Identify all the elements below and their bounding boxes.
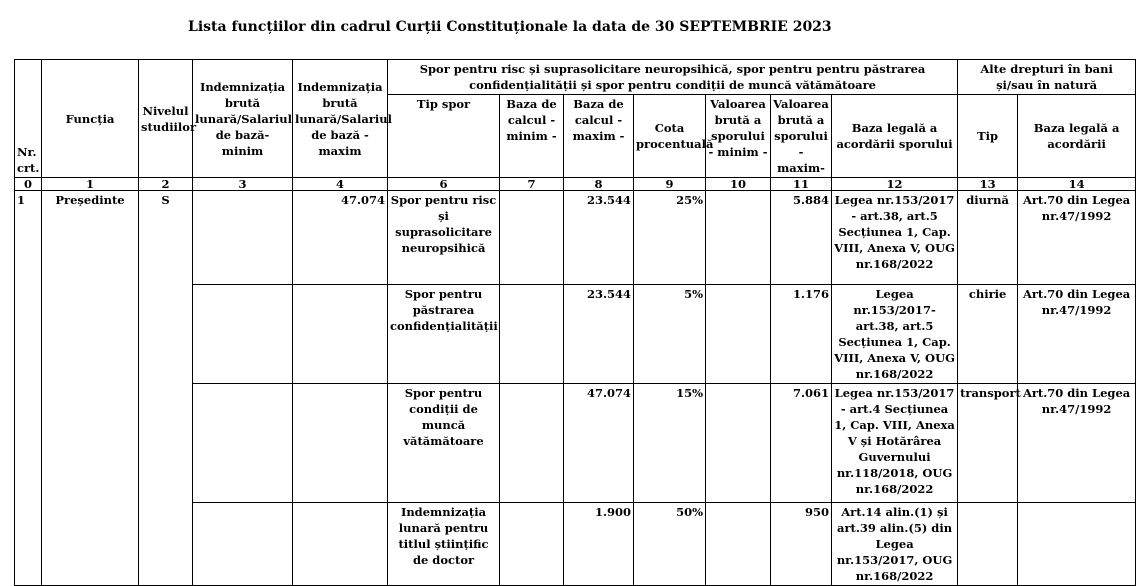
sub-val-min [706, 285, 771, 384]
header-ind-max: Indemnizația brută lunară/Salariul de bază -maxim [293, 60, 388, 178]
sub-baza-max: 23.544 [564, 285, 634, 384]
sub-tip [958, 503, 1018, 586]
sub-baza-legala: Legea nr.153/2017- art.38, art.5 Secțiunea 1, Cap. VIII, Anexa V, OUG nr.168/2022 [832, 285, 958, 384]
header-cota: Cota procentuală [634, 95, 706, 178]
sub-baza-legala: Legea nr.153/2017 - art.38, art.5 Secțiunea 1, Cap. VIII, Anexa V, OUG nr.168/2022 [832, 191, 958, 285]
sub-baza-legala-2: Art.70 din Legea nr.47/1992 [1018, 384, 1136, 503]
row-functia: Președinte [42, 191, 139, 586]
row-ind-min [193, 191, 293, 285]
col-number: 2 [139, 178, 193, 191]
sub-baza-min [500, 285, 564, 384]
sub-tip-spor: Spor pentru păstrarea confidențialității [388, 285, 500, 384]
header-val-max: Valoarea brută a sporului - maxim- [771, 95, 832, 178]
row-ind-max [293, 285, 388, 384]
sub-tip: chirie [958, 285, 1018, 384]
sub-tip: diurnă [958, 191, 1018, 285]
row-ind-max [293, 384, 388, 503]
sub-cota: 25% [634, 191, 706, 285]
sub-val-max: 950 [771, 503, 832, 586]
functions-table [14, 59, 1136, 586]
row-ind-min [193, 285, 293, 384]
sub-baza-legala: Art.14 alin.(1) și art.39 alin.(5) din Legea nr.153/2017, OUG nr.168/2022 [832, 503, 958, 586]
table-row [15, 191, 1136, 285]
sub-val-max: 7.061 [771, 384, 832, 503]
sub-tip-spor: Spor pentru risc și suprasolicitare neuropsihică [388, 191, 500, 285]
row-ind-max [293, 503, 388, 586]
sub-baza-legala-2: Art.70 din Legea nr.47/1992 [1018, 285, 1136, 384]
col-number: 12 [832, 178, 958, 191]
col-number: 3 [193, 178, 293, 191]
sub-baza-min [500, 191, 564, 285]
sub-val-min [706, 191, 771, 285]
column-number-row [15, 178, 1136, 191]
header-ind-min: Indemnizația brută lunară/Salariul de bază- minim [193, 60, 293, 178]
sub-baza-legala: Legea nr.153/2017 - art.4 Secțiunea 1, Cap. VIII, Anexa V și Hotărârea Guvernului nr.118/2018, OUG nr.168/2022 [832, 384, 958, 503]
header-val-min: Valoarea brută a sporului - minim - [706, 95, 771, 178]
sub-val-max: 5.884 [771, 191, 832, 285]
row-nivel: S [139, 191, 193, 586]
col-number: 4 [293, 178, 388, 191]
col-number: 0 [15, 178, 42, 191]
header-spor-group: Spor pentru risc și suprasolicitare neuropsihică, spor pentru pentru păstrarea confidențialității și spor pentru condiții de muncă vătămătoare [388, 60, 958, 95]
header-functia: Funcția [42, 60, 139, 178]
col-number: 9 [634, 178, 706, 191]
sub-baza-max: 23.544 [564, 191, 634, 285]
header-alte-group: Alte drepturi în bani și/sau în natură [958, 60, 1136, 95]
sub-baza-max: 47.074 [564, 384, 634, 503]
col-number: 1 [42, 178, 139, 191]
header-baza-max: Baza de calcul - maxim - [564, 95, 634, 178]
col-number: 14 [1018, 178, 1136, 191]
sub-val-max: 1.176 [771, 285, 832, 384]
sub-tip-spor: Indemnizația lunară pentru titlul științific de doctor [388, 503, 500, 586]
col-number: 8 [564, 178, 634, 191]
col-number: 6 [388, 178, 500, 191]
sub-tip: transport [958, 384, 1018, 503]
row-ind-min [193, 503, 293, 586]
sub-baza-max: 1.900 [564, 503, 634, 586]
col-number: 11 [771, 178, 832, 191]
sub-cota: 5% [634, 285, 706, 384]
sub-val-min [706, 503, 771, 586]
row-ind-min [193, 384, 293, 503]
header-tip-spor: Tip spor [388, 95, 500, 178]
sub-baza-legala-2: Art.70 din Legea nr.47/1992 [1018, 191, 1136, 285]
col-number: 7 [500, 178, 564, 191]
col-number: 10 [706, 178, 771, 191]
sub-val-min [706, 384, 771, 503]
sub-baza-min [500, 384, 564, 503]
sub-baza-legala-2 [1018, 503, 1136, 586]
row-nr: 1 [15, 191, 42, 586]
col-number: 13 [958, 178, 1018, 191]
sub-cota: 50% [634, 503, 706, 586]
sub-cota: 15% [634, 384, 706, 503]
header-nr: Nr. crt. [15, 60, 42, 178]
header-baza-min: Baza de calcul - minim - [500, 95, 564, 178]
header-baza-legala: Baza legală a acordării sporului [832, 95, 958, 178]
sub-baza-min [500, 503, 564, 586]
header-baza-legala-2: Baza legală a acordării [1018, 95, 1136, 178]
header-tip: Tip [958, 95, 1018, 178]
row-ind-max: 47.074 [293, 191, 388, 285]
page-title: Lista funcțiilor din cadrul Curții Constituționale la data de 30 SEPTEMBRIE 2023 [188, 19, 832, 35]
sub-tip-spor: Spor pentru condiții de muncă vătămătoare [388, 384, 500, 503]
header-nivel: Nivelul studiilor [139, 60, 193, 178]
